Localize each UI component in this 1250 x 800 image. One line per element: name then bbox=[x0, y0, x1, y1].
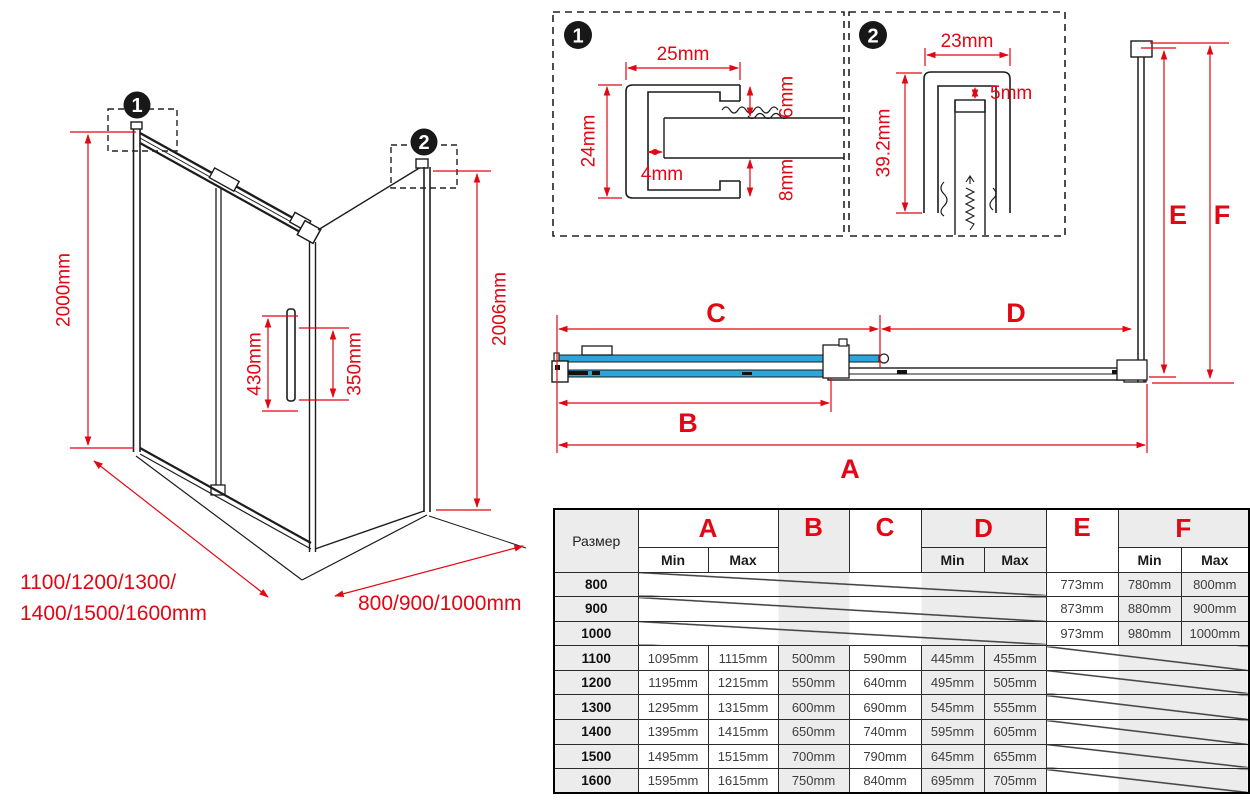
cell-not-applicable bbox=[1046, 744, 1249, 769]
plan-label-f: F bbox=[1213, 200, 1231, 230]
cell-e: 873mm bbox=[1046, 597, 1118, 622]
cell-c: 840mm bbox=[849, 769, 921, 794]
header-b: B bbox=[778, 509, 849, 572]
cell-b: 650mm bbox=[778, 720, 849, 745]
cell-a-max: 1515mm bbox=[708, 744, 778, 769]
marker-2-number: 2 bbox=[418, 132, 430, 154]
cell-a-min: 1095mm bbox=[638, 646, 708, 671]
cell-f-min: 780mm bbox=[1118, 572, 1181, 597]
size-spec-table bbox=[553, 508, 1250, 794]
cell-d-max: 705mm bbox=[984, 769, 1046, 794]
cell-not-applicable bbox=[1046, 670, 1249, 695]
cell-e: 773mm bbox=[1046, 572, 1118, 597]
cell-not-applicable bbox=[638, 597, 1046, 622]
detail-1-box bbox=[553, 12, 844, 236]
cell-not-applicable bbox=[1046, 646, 1249, 671]
detail-1-width: 25mm bbox=[656, 44, 710, 65]
cell-c: 690mm bbox=[849, 695, 921, 720]
cell-a-min: 1495mm bbox=[638, 744, 708, 769]
plan-label-c: C bbox=[706, 298, 726, 328]
plan-label-d: D bbox=[1006, 298, 1026, 328]
plan-fixed-glass bbox=[560, 370, 828, 377]
cell-f-max: 900mm bbox=[1181, 597, 1249, 622]
cell-d-max: 605mm bbox=[984, 720, 1046, 745]
cell-c: 640mm bbox=[849, 670, 921, 695]
plan-view bbox=[552, 41, 1234, 484]
detail-1-wall-gap: 4mm bbox=[640, 164, 684, 185]
dim-height-right: 2006mm bbox=[489, 272, 511, 346]
table-row-1600 bbox=[554, 769, 1249, 794]
cell-c: 590mm bbox=[849, 646, 921, 671]
cell-not-applicable bbox=[1046, 695, 1249, 720]
header-a-min: Min bbox=[638, 547, 708, 572]
cell-b: 550mm bbox=[778, 670, 849, 695]
cell-not-applicable bbox=[638, 621, 1046, 646]
detail-1-height: 24mm bbox=[578, 114, 600, 168]
door-handle bbox=[287, 309, 295, 401]
enclosure-frame bbox=[131, 122, 526, 580]
cell-d-max: 555mm bbox=[984, 695, 1046, 720]
table-header-row-1 bbox=[554, 509, 1249, 547]
width-options-line1: 1100/1200/1300/ bbox=[20, 571, 177, 594]
table-row-1100 bbox=[554, 646, 1249, 671]
cell-f-min: 880mm bbox=[1118, 597, 1181, 622]
width-options-line2: 1400/1500/1600mm bbox=[20, 602, 207, 625]
dim-height-left: 2000mm bbox=[53, 253, 75, 327]
cell-size: 1100 bbox=[554, 646, 638, 671]
detail-1-bottom-gap: 8mm bbox=[776, 158, 798, 202]
cell-not-applicable bbox=[638, 572, 1046, 597]
table-row-800 bbox=[554, 572, 1249, 597]
cell-d-min: 695mm bbox=[921, 769, 984, 794]
cell-a-min: 1595mm bbox=[638, 769, 708, 794]
cell-d-min: 495mm bbox=[921, 670, 984, 695]
header-f-min: Min bbox=[1118, 547, 1181, 572]
cell-size: 900 bbox=[554, 597, 638, 622]
table-row-1000 bbox=[554, 621, 1249, 646]
plan-dims bbox=[557, 43, 1234, 453]
cell-d-max: 455mm bbox=[984, 646, 1046, 671]
detail-2-inner-gap: 5mm bbox=[990, 83, 1033, 104]
depth-options: 800/900/1000mm bbox=[358, 592, 522, 615]
cell-size: 1200 bbox=[554, 670, 638, 695]
cell-d-min: 645mm bbox=[921, 744, 984, 769]
header-e: E bbox=[1046, 509, 1118, 572]
cell-size: 1400 bbox=[554, 720, 638, 745]
cell-b: 600mm bbox=[778, 695, 849, 720]
detail-1-number: 1 bbox=[572, 25, 584, 48]
header-size: Размер bbox=[554, 509, 638, 572]
cell-d-min: 545mm bbox=[921, 695, 984, 720]
table-row-1500 bbox=[554, 744, 1249, 769]
plan-label-b: B bbox=[678, 408, 698, 438]
detail-1-top-gap: 6mm bbox=[776, 75, 798, 119]
dim-handle-spacing: 350mm bbox=[344, 332, 366, 396]
marker-1-number: 1 bbox=[131, 95, 143, 117]
detail-2-number: 2 bbox=[867, 25, 879, 48]
header-d: D bbox=[921, 509, 1046, 547]
cell-size: 800 bbox=[554, 572, 638, 597]
cell-a-max: 1315mm bbox=[708, 695, 778, 720]
header-a: A bbox=[638, 509, 778, 547]
cell-a-max: 1415mm bbox=[708, 720, 778, 745]
cell-d-min: 595mm bbox=[921, 720, 984, 745]
cell-not-applicable bbox=[1046, 769, 1249, 794]
cell-d-max: 655mm bbox=[984, 744, 1046, 769]
cell-c: 740mm bbox=[849, 720, 921, 745]
header-d-max: Max bbox=[984, 547, 1046, 572]
iso-dimensions bbox=[70, 132, 523, 597]
table-row-900 bbox=[554, 597, 1249, 622]
cell-a-max: 1615mm bbox=[708, 769, 778, 794]
cell-c: 790mm bbox=[849, 744, 921, 769]
cell-f-max: 800mm bbox=[1181, 572, 1249, 597]
table-row-1300 bbox=[554, 695, 1249, 720]
table-row-1400 bbox=[554, 720, 1249, 745]
header-a-max: Max bbox=[708, 547, 778, 572]
detail-marker-1 bbox=[108, 92, 177, 152]
cell-not-applicable bbox=[1046, 720, 1249, 745]
cell-a-min: 1395mm bbox=[638, 720, 708, 745]
cell-size: 1600 bbox=[554, 769, 638, 794]
cell-e: 973mm bbox=[1046, 621, 1118, 646]
detail-2-box bbox=[849, 12, 1065, 236]
details-and-plan-view bbox=[548, 8, 1250, 502]
cell-d-min: 445mm bbox=[921, 646, 984, 671]
cell-a-min: 1295mm bbox=[638, 695, 708, 720]
header-c: C bbox=[849, 509, 921, 572]
table-row-1200 bbox=[554, 670, 1249, 695]
plan-label-e: E bbox=[1168, 200, 1188, 230]
cell-f-min: 980mm bbox=[1118, 621, 1181, 646]
dim-handle-height: 430mm bbox=[244, 332, 266, 396]
cell-a-min: 1195mm bbox=[638, 670, 708, 695]
cell-size: 1300 bbox=[554, 695, 638, 720]
cell-size: 1500 bbox=[554, 744, 638, 769]
plan-label-a: A bbox=[840, 454, 860, 484]
cell-b: 700mm bbox=[778, 744, 849, 769]
cell-a-max: 1215mm bbox=[708, 670, 778, 695]
detail-2-width: 23mm bbox=[940, 31, 994, 52]
cell-size: 1000 bbox=[554, 621, 638, 646]
header-f-max: Max bbox=[1181, 547, 1249, 572]
cell-a-max: 1115mm bbox=[708, 646, 778, 671]
cell-b: 750mm bbox=[778, 769, 849, 794]
isometric-enclosure-drawing bbox=[0, 0, 548, 660]
cell-b: 500mm bbox=[778, 646, 849, 671]
cell-d-max: 505mm bbox=[984, 670, 1046, 695]
header-f: F bbox=[1118, 509, 1249, 547]
header-d-min: Min bbox=[921, 547, 984, 572]
cell-f-max: 1000mm bbox=[1181, 621, 1249, 646]
detail-2-height: 39.2mm bbox=[873, 108, 895, 178]
